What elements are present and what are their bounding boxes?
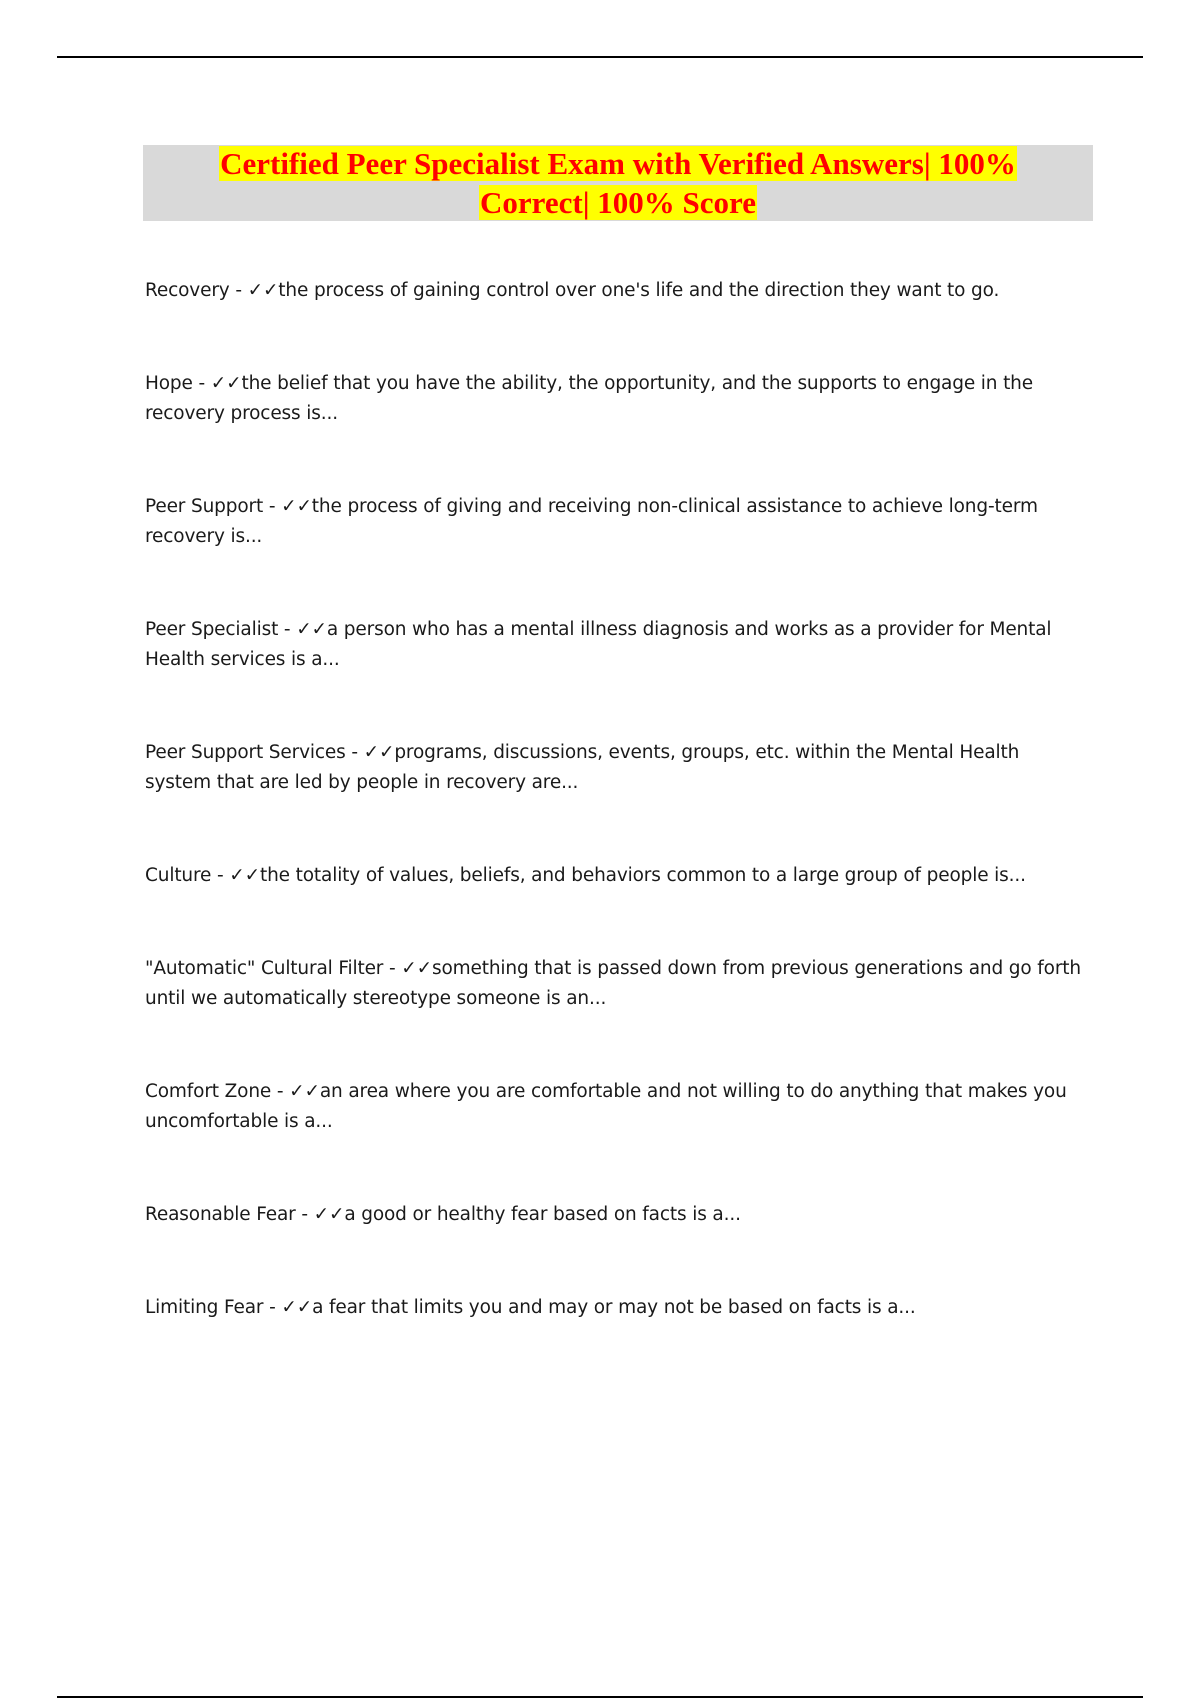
entry-term: Recovery <box>145 280 230 301</box>
check-icon: ✓✓ <box>313 1204 345 1225</box>
entry-separator: - <box>263 496 282 517</box>
entry-term: Hope <box>145 373 193 394</box>
list-item <box>145 615 1090 675</box>
entry-term: Limiting Fear <box>145 1297 264 1318</box>
list-item <box>145 1077 1090 1137</box>
title-line-2: Correct| 100% Score <box>480 185 756 220</box>
list-item <box>145 369 1090 429</box>
entry-separator: - <box>263 1297 282 1318</box>
list-item <box>145 954 1090 1014</box>
check-icon: ✓✓ <box>363 742 395 763</box>
flashcard-list <box>145 276 1090 1386</box>
header-rule <box>57 56 1143 58</box>
check-icon: ✓✓ <box>229 865 260 886</box>
entry-term: Peer Support Services <box>145 742 346 763</box>
entry-definition: the belief that you have the ability, the opportunity, and the supports to engage in the recovery process is... <box>145 373 1033 424</box>
check-icon: ✓✓ <box>247 280 279 301</box>
entry-definition: a fear that limits you and may or may not be based on facts is a... <box>312 1297 916 1318</box>
entry-definition: an area where you are comfortable and not willing to do anything that makes you uncomfortable is a... <box>145 1081 1067 1132</box>
entry-separator: - <box>278 619 297 640</box>
list-item <box>145 1200 1090 1230</box>
list-item <box>145 861 1090 891</box>
entry-definition: something that is passed down from previous generations and go forth until we automatically stereotype someone is an... <box>145 958 1081 1009</box>
list-item <box>145 276 1090 306</box>
list-item <box>145 492 1090 552</box>
entry-definition: programs, discussions, events, groups, etc. within the Mental Health system that are led by people in recovery are... <box>145 742 1020 793</box>
entry-term: Culture <box>145 865 212 886</box>
entry-term: Comfort Zone <box>145 1081 272 1102</box>
check-icon: ✓✓ <box>210 373 242 394</box>
entry-term: Peer Support <box>145 496 264 517</box>
entry-separator: - <box>229 280 248 301</box>
entry-definition: the process of giving and receiving non-clinical assistance to achieve long-term recovery is... <box>145 496 1038 547</box>
entry-definition: a good or healthy fear based on facts is a... <box>344 1204 741 1225</box>
footer-rule <box>57 1696 1143 1698</box>
check-icon: ✓✓ <box>289 1081 320 1102</box>
entry-definition: a person who has a mental illness diagnosis and works as a provider for Mental Health services is a... <box>145 619 1052 670</box>
document-title <box>219 144 1017 222</box>
entry-definition: the totality of values, beliefs, and behaviors common to a large group of people is... <box>260 865 1026 886</box>
check-icon: ✓✓ <box>281 496 312 517</box>
title-line-1: Certified Peer Specialist Exam with Verified Answers| 100% <box>220 146 1016 181</box>
entry-separator: - <box>192 373 211 394</box>
entry-separator: - <box>271 1081 290 1102</box>
entry-separator: - <box>211 865 230 886</box>
entry-separator: - <box>383 958 402 979</box>
list-item <box>145 1293 1090 1323</box>
title-box <box>143 145 1093 221</box>
list-item <box>145 738 1090 798</box>
entry-separator: - <box>295 1204 314 1225</box>
entry-term: Reasonable Fear <box>145 1204 296 1225</box>
entry-separator: - <box>345 742 364 763</box>
entry-term: Peer Specialist <box>145 619 279 640</box>
entry-definition: the process of gaining control over one's life and the direction they want to go. <box>278 280 1000 301</box>
check-icon: ✓✓ <box>401 958 432 979</box>
check-icon: ✓✓ <box>296 619 327 640</box>
entry-term: "Automatic" Cultural Filter <box>145 958 384 979</box>
check-icon: ✓✓ <box>281 1297 313 1318</box>
